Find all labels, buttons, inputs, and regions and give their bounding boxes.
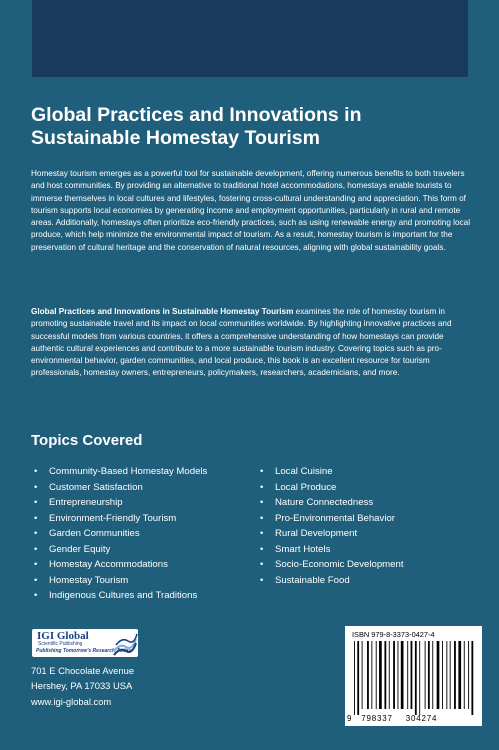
description-paragraph-2-text: examines the role of homestay tourism in promoting sustainable travel and its impact on local communities worldwide. By highlighting innovative practices and successful models from various countries, it offers a comprehensive understanding of how homestays can provide authentic cultural experiences and contribute to a more sustainable tourism industry. Covering topics such as pro-environmental behavior, garden communities, and local produce, this book is an excellent resource for tourism professionals, homestay owners, entrepreneurs, policymakers, researchers, academicians, and more.: [31, 307, 452, 378]
barcode-digits-left: 798337: [361, 714, 393, 723]
topic-item: [260, 464, 404, 480]
topic-item: [34, 542, 207, 558]
barcode-bar: [468, 641, 469, 709]
barcode-bar: [425, 641, 426, 709]
topic-label: Gender Equity: [49, 543, 111, 555]
bullet-icon: •: [34, 466, 38, 477]
bullet-icon: •: [260, 528, 264, 539]
barcode-digits-right: 304274: [405, 714, 438, 723]
barcode-bar: [376, 641, 377, 709]
publisher-address: [31, 663, 134, 709]
barcode-bar: [398, 641, 399, 709]
book-title: Global Practices and Innovations in Sustainable Homestay Tourism: [31, 104, 362, 149]
barcode-bar: [464, 641, 465, 709]
topic-label: Local Produce: [275, 481, 337, 493]
bullet-icon: •: [34, 528, 38, 539]
topics-heading: Topics Covered: [31, 432, 143, 449]
topic-item: [260, 573, 404, 589]
topic-item: [34, 464, 207, 480]
bullet-icon: •: [260, 512, 264, 524]
bullet-icon: •: [260, 559, 264, 570]
logo-tagline: Publishing Tomorrow's Research Today: [36, 648, 132, 654]
logo-waves-icon: [112, 629, 138, 657]
bullet-icon: •: [34, 574, 38, 586]
barcode-bar: [458, 641, 461, 709]
topics-column-1: [34, 464, 207, 604]
topic-label: Nature Connectedness: [275, 497, 374, 508]
book-title-inline: Global Practices and Innovations in Sustainable Homestay Tourism: [31, 307, 294, 316]
barcode-bar: [407, 641, 408, 709]
topic-item: [34, 480, 207, 496]
barcode-digits: [347, 714, 480, 723]
barcode-digit-first: 9: [347, 714, 353, 723]
topic-label: Garden Communities: [49, 528, 140, 539]
topic-item: [34, 588, 207, 604]
bullet-icon: •: [34, 590, 38, 601]
barcode-bar: [442, 641, 443, 709]
bullet-icon: •: [260, 481, 264, 493]
barcode-bar: [379, 641, 382, 709]
topic-label: Customer Satisfaction: [49, 481, 143, 493]
topic-label: Socio-Economic Development: [275, 559, 404, 570]
barcode-bar: [432, 641, 433, 709]
address-city: Hershey, PA 17033 USA: [31, 680, 133, 692]
logo-sub-text: Scientific Publishing: [38, 641, 83, 647]
topic-item: [34, 495, 207, 511]
topic-label: Homestay Accommodations: [49, 559, 168, 570]
topic-item: [260, 542, 404, 558]
bullet-icon: •: [260, 497, 264, 508]
topic-label: Pro-Environmental Behavior: [275, 512, 395, 524]
isbn-number: ISBN 979-8-3373-0427-4: [352, 630, 435, 639]
topic-item: [34, 526, 207, 542]
barcode-bar: [415, 641, 417, 715]
barcode-bar: [446, 641, 447, 709]
bullet-icon: •: [34, 559, 38, 570]
barcode-bar: [354, 641, 355, 715]
description-paragraph-1: Homestay tourism emerges as a powerful tool for sustainable development, offering numerous benefits to both travelers and host communities. By providing an alternative to traditional hotel accommodations, homestays enable tourists to immerse themselves in local cultures and lifestyles, fostering cross-cultural understanding and appreciation. This form of tourism supports local economies by generating income and employment opportunities, particularly in rural and remote areas. Additionally, homestays often prioritize eco-friendly practices, such as using renewable energy and promoting local produce, which help minimize the environmental impact of tourism. As a result, homestay tourism is important for the preservation of cultural heritage and the conservation of natural resources, aligning with global sustainability goals.: [31, 169, 471, 252]
barcode-box: [345, 626, 482, 726]
topics-column-2: [260, 464, 404, 588]
barcode-bar: [367, 641, 369, 709]
topic-item: [260, 495, 404, 511]
address-street: 701 E Chocolate Avenue: [31, 665, 135, 676]
topic-item: [34, 557, 207, 573]
description-paragraph-2: [31, 306, 471, 380]
topic-item: [34, 511, 207, 527]
topic-label: Rural Development: [275, 528, 358, 539]
topic-item: [34, 573, 207, 589]
logo-main-text: IGI Global: [37, 630, 89, 642]
barcode-bar: [371, 641, 372, 709]
bullet-icon: •: [34, 543, 38, 555]
barcode-bar: [401, 641, 404, 709]
barcode-bar: [419, 641, 420, 715]
barcode-bar: [393, 641, 395, 709]
barcode-graphic: [352, 641, 475, 715]
barcode-bar: [471, 641, 473, 715]
bullet-icon: •: [260, 574, 264, 586]
publisher-website[interactable]: www.igi-global.com: [31, 695, 112, 707]
bullet-icon: •: [34, 497, 38, 508]
publisher-logo: [32, 629, 138, 657]
bullet-icon: •: [260, 543, 264, 555]
top-color-band: [32, 0, 468, 77]
topic-label: Homestay Tourism: [49, 574, 129, 586]
barcode-bar: [428, 641, 430, 709]
topic-label: Environment-Friendly Tourism: [49, 512, 177, 524]
barcode-bar: [362, 641, 363, 709]
topic-label: Smart Hotels: [275, 543, 331, 555]
barcode-bar: [437, 641, 440, 709]
topic-item: [260, 526, 404, 542]
barcode-bar: [450, 641, 451, 709]
barcode-bar: [357, 641, 359, 715]
barcode-bar: [411, 641, 413, 709]
topic-item: [260, 511, 404, 527]
barcode-bar: [384, 641, 386, 709]
topic-item: [260, 557, 404, 573]
topic-label: Local Cuisine: [275, 466, 333, 477]
barcode-bar: [389, 641, 390, 709]
topic-label: Indigenous Cultures and Traditions: [49, 590, 198, 601]
topic-label: Community-Based Homestay Models: [49, 466, 208, 477]
bullet-icon: •: [260, 466, 264, 477]
bullet-icon: •: [34, 512, 38, 524]
bullet-icon: •: [34, 481, 38, 493]
barcode-bar: [454, 641, 456, 709]
topic-item: [260, 480, 404, 496]
topic-label: Sustainable Food: [275, 574, 350, 586]
topic-label: Entrepreneurship: [49, 497, 123, 508]
